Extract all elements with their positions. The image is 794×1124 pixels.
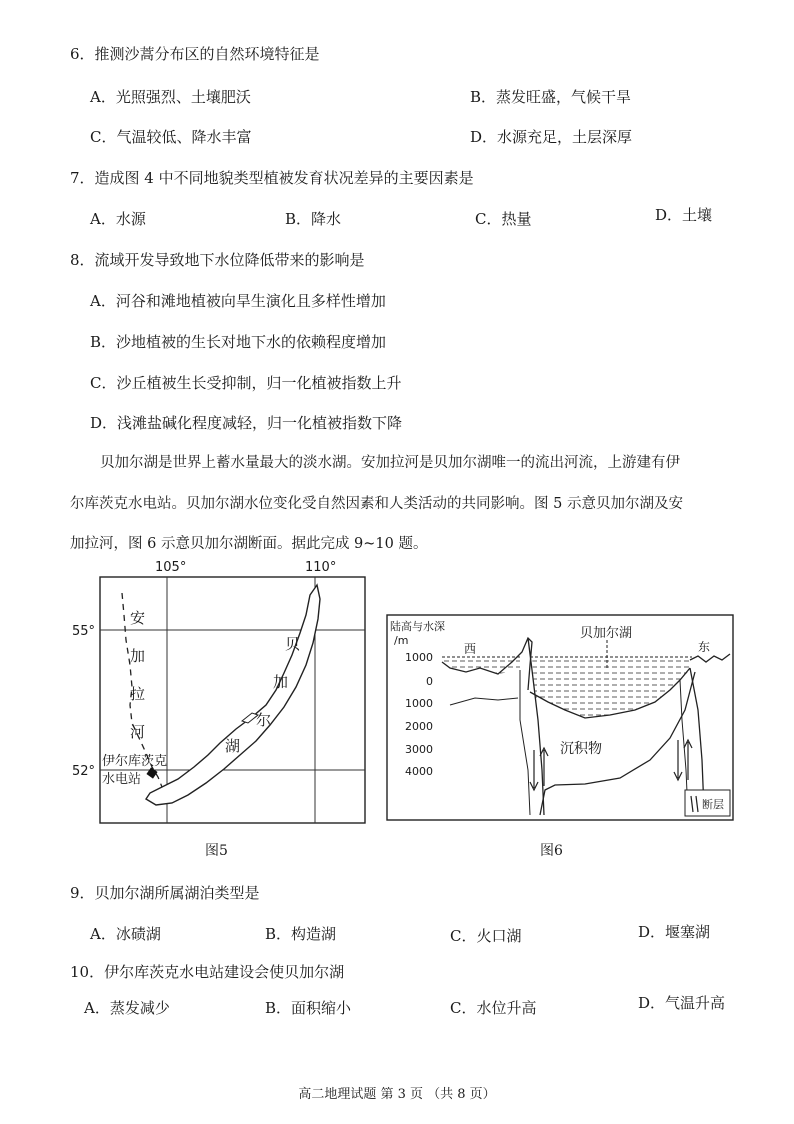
sediment-label: 沉积物	[560, 741, 602, 757]
tick-label: 2000	[405, 720, 433, 733]
figure-6-caption: 图6	[540, 843, 563, 859]
q6-option-a[interactable]: A．光照强烈、土壤肥沃	[90, 88, 251, 106]
q8-option-a[interactable]: A．河谷和滩地植被向旱生演化且多样性增加	[90, 292, 386, 310]
lat-52-label: 52°	[72, 764, 96, 779]
tick-label: 0	[426, 675, 433, 688]
lake-baikal-shape	[146, 585, 320, 805]
material-line-1: 贝加尔湖是世界上蓄水量最大的淡水湖。安加拉河是贝加尔湖唯一的流出河流，上游建有伊	[100, 455, 680, 471]
lon-105-label: 105°	[155, 560, 187, 575]
q9-stem: 9．贝加尔湖所属湖泊类型是	[70, 884, 260, 902]
tick-label: 1000	[405, 697, 433, 710]
river-char-2: 加	[130, 647, 146, 665]
q8-option-d[interactable]: D．浅滩盐碱化程度减轻，归一化植被指数下降	[90, 414, 403, 432]
figure-5-map	[70, 555, 380, 835]
q7-option-b[interactable]: B．降水	[285, 210, 342, 228]
q9-option-b[interactable]: B．构造湖	[265, 925, 337, 943]
material-line-2: 尔库茨克水电站。贝加尔湖水位变化受自然因素和人类活动的共同影响。图 5 示意贝加尔湖及安	[70, 496, 683, 512]
q9-option-c[interactable]: C．火口湖	[450, 927, 522, 945]
q7-stem: 7．造成图 4 中不同地貌类型植被发育状况差异的主要因素是	[70, 169, 474, 187]
lat-55-label: 55°	[72, 624, 96, 639]
lake-char-1: 贝	[285, 635, 301, 653]
y-axis-label: 陆高与水深	[390, 620, 445, 633]
lake-char-2: 加	[273, 673, 289, 691]
lake-char-4: 湖	[225, 737, 241, 755]
legend-fault-text: 断层	[702, 798, 724, 811]
q10-option-c[interactable]: C．水位升高	[450, 999, 537, 1017]
q10-option-a[interactable]: A．蒸发减少	[84, 999, 170, 1017]
station-label-line2: 水电站	[102, 772, 142, 787]
q10-stem: 10．伊尔库茨克水电站建设会使贝加尔湖	[70, 963, 345, 981]
page-footer: 高二地理试题 第 3 页 （共 8 页）	[298, 1087, 496, 1102]
river-char-3: 拉	[130, 685, 146, 703]
q10-option-d[interactable]: D．气温升高	[638, 994, 726, 1012]
lake-char-3: 尔	[256, 711, 272, 729]
west-label: 西	[464, 642, 477, 656]
q10-option-b[interactable]: B．面积缩小	[265, 999, 352, 1017]
y-axis-unit: /m	[394, 634, 409, 647]
q7-option-d[interactable]: D．土壤	[655, 206, 713, 224]
material-line-3: 加拉河，图 6 示意贝加尔湖断面。据此完成 9~10 题。	[70, 536, 428, 552]
q7-option-a[interactable]: A．水源	[90, 210, 146, 228]
river-char-1: 安	[130, 609, 146, 627]
q6-option-b[interactable]: B．蒸发旺盛，气候干旱	[470, 88, 632, 106]
q6-stem: 6．推测沙蒿分布区的自然环境特征是	[70, 45, 320, 63]
q6-option-c[interactable]: C．气温较低、降水丰富	[90, 128, 252, 146]
q8-stem: 8．流域开发导致地下水位降低带来的影响是	[70, 251, 365, 269]
hydropower-station-marker	[146, 767, 157, 778]
east-label: 东	[698, 640, 711, 654]
station-label-line1: 伊尔库茨克	[102, 754, 168, 769]
tick-label: 1000	[405, 651, 433, 664]
q8-option-b[interactable]: B．沙地植被的生长对地下水的依赖程度增加	[90, 333, 387, 351]
tick-label: 4000	[405, 765, 433, 778]
lon-110-label: 110°	[305, 560, 337, 575]
figure-6-cross-section	[380, 610, 740, 825]
river-char-4: 河	[130, 723, 146, 741]
figure-5-caption: 图5	[205, 843, 228, 859]
q6-option-d[interactable]: D．水源充足，土层深厚	[470, 128, 633, 146]
tick-label: 3000	[405, 743, 433, 756]
q9-option-d[interactable]: D．堰塞湖	[638, 923, 711, 941]
lake-label: 贝加尔湖	[580, 626, 633, 641]
q7-option-c[interactable]: C．热量	[475, 210, 532, 228]
q8-option-c[interactable]: C．沙丘植被生长受抑制，归一化植被指数上升	[90, 374, 402, 392]
q9-option-a[interactable]: A．冰碛湖	[90, 925, 161, 943]
